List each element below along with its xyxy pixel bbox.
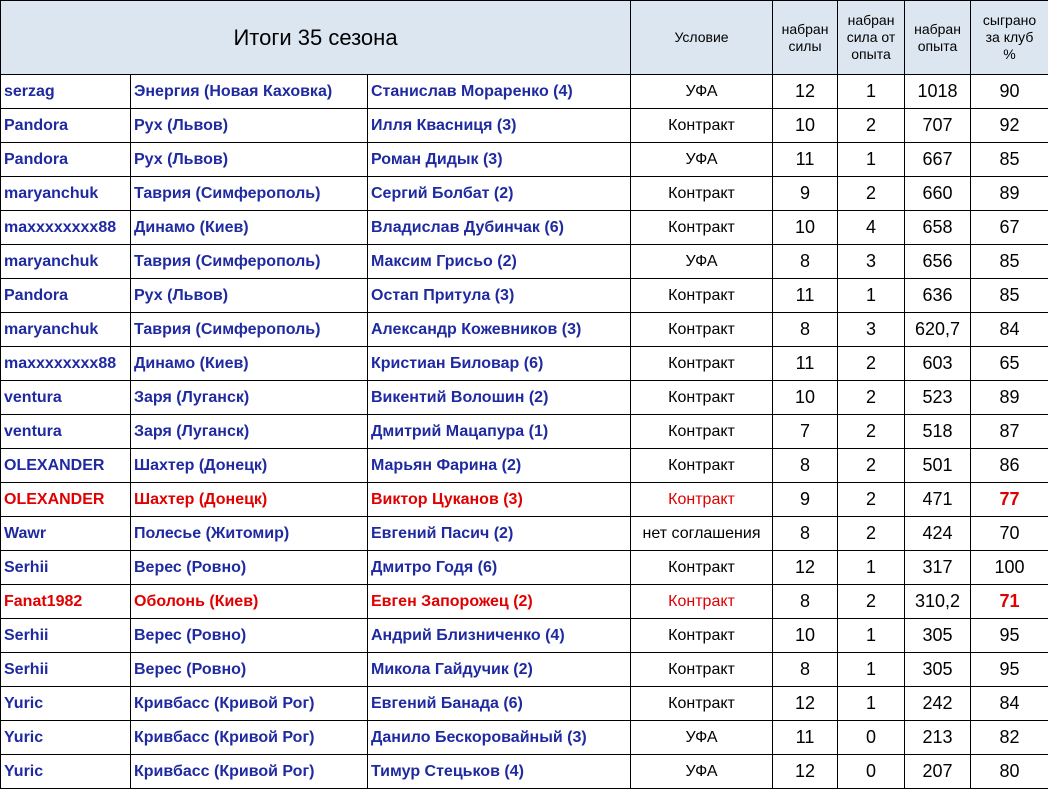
- table-title: Итоги 35 сезона: [1, 1, 631, 75]
- player-cell: Сергий Болбат (2): [368, 177, 631, 211]
- experience-cell: 656: [905, 245, 971, 279]
- strength-cell: 9: [773, 483, 838, 517]
- played-cell: 71: [971, 585, 1048, 619]
- condition-cell: Контракт: [631, 551, 773, 585]
- strength-cell: 9: [773, 177, 838, 211]
- club-cell: Динамо (Киев): [131, 347, 368, 381]
- club-cell: Заря (Луганск): [131, 415, 368, 449]
- club-cell: Динамо (Киев): [131, 211, 368, 245]
- club-cell: Кривбасс (Кривой Рог): [131, 721, 368, 755]
- strength-cell: 12: [773, 755, 838, 789]
- table-row: [1, 551, 1048, 585]
- player-cell: Микола Гайдучик (2): [368, 653, 631, 687]
- table-row: [1, 619, 1048, 653]
- strength-exp-cell: 1: [838, 75, 905, 109]
- table-body: [1, 75, 1048, 789]
- club-cell: Кривбасс (Кривой Рог): [131, 687, 368, 721]
- experience-cell: 305: [905, 653, 971, 687]
- table-row: [1, 755, 1048, 789]
- condition-cell: Контракт: [631, 585, 773, 619]
- player-cell: Дмитро Годя (6): [368, 551, 631, 585]
- strength-cell: 8: [773, 313, 838, 347]
- strength-exp-cell: 2: [838, 347, 905, 381]
- header-row: [1, 1, 1048, 75]
- experience-cell: 523: [905, 381, 971, 415]
- experience-cell: 317: [905, 551, 971, 585]
- strength-exp-cell: 1: [838, 653, 905, 687]
- strength-cell: 8: [773, 449, 838, 483]
- player-cell: Максим Грисьо (2): [368, 245, 631, 279]
- strength-exp-cell: 4: [838, 211, 905, 245]
- player-cell: Илля Квасниця (3): [368, 109, 631, 143]
- table-row: [1, 653, 1048, 687]
- played-cell: 84: [971, 687, 1048, 721]
- manager-cell: Yuric: [1, 755, 131, 789]
- header-condition: Условие: [631, 1, 773, 75]
- condition-cell: Контракт: [631, 279, 773, 313]
- condition-cell: Контракт: [631, 313, 773, 347]
- played-cell: 80: [971, 755, 1048, 789]
- strength-exp-cell: 3: [838, 245, 905, 279]
- player-cell: Викентий Волошин (2): [368, 381, 631, 415]
- manager-cell: Pandora: [1, 109, 131, 143]
- played-cell: 84: [971, 313, 1048, 347]
- experience-cell: 471: [905, 483, 971, 517]
- player-cell: Евген Запорожец (2): [368, 585, 631, 619]
- player-cell: Данило Бескоровайный (3): [368, 721, 631, 755]
- experience-cell: 518: [905, 415, 971, 449]
- strength-cell: 10: [773, 619, 838, 653]
- played-cell: 92: [971, 109, 1048, 143]
- table-row: [1, 347, 1048, 381]
- condition-cell: Контракт: [631, 211, 773, 245]
- player-cell: Остап Притула (3): [368, 279, 631, 313]
- manager-cell: maryanchuk: [1, 177, 131, 211]
- manager-cell: Serhii: [1, 551, 131, 585]
- strength-cell: 8: [773, 517, 838, 551]
- condition-cell: УФА: [631, 143, 773, 177]
- played-cell: 86: [971, 449, 1048, 483]
- strength-cell: 10: [773, 211, 838, 245]
- club-cell: Энергия (Новая Каховка): [131, 75, 368, 109]
- player-cell: Андрий Близниченко (4): [368, 619, 631, 653]
- strength-exp-cell: 2: [838, 483, 905, 517]
- header-strength: набран силы: [773, 1, 838, 75]
- condition-cell: нет соглашения: [631, 517, 773, 551]
- manager-cell: Fanat1982: [1, 585, 131, 619]
- condition-cell: УФА: [631, 75, 773, 109]
- condition-cell: Контракт: [631, 347, 773, 381]
- manager-cell: OLEXANDER: [1, 449, 131, 483]
- strength-exp-cell: 1: [838, 551, 905, 585]
- experience-cell: 1018: [905, 75, 971, 109]
- experience-cell: 603: [905, 347, 971, 381]
- table-row: [1, 109, 1048, 143]
- club-cell: Верес (Ровно): [131, 551, 368, 585]
- played-cell: 85: [971, 279, 1048, 313]
- strength-cell: 11: [773, 721, 838, 755]
- manager-cell: ventura: [1, 415, 131, 449]
- club-cell: Рух (Львов): [131, 143, 368, 177]
- experience-cell: 242: [905, 687, 971, 721]
- table-row: [1, 177, 1048, 211]
- strength-exp-cell: 2: [838, 177, 905, 211]
- table-row: [1, 143, 1048, 177]
- condition-cell: УФА: [631, 755, 773, 789]
- club-cell: Шахтер (Донецк): [131, 449, 368, 483]
- condition-cell: Контракт: [631, 109, 773, 143]
- player-cell: Кристиан Биловар (6): [368, 347, 631, 381]
- experience-cell: 667: [905, 143, 971, 177]
- strength-cell: 8: [773, 653, 838, 687]
- player-cell: Александр Кожевников (3): [368, 313, 631, 347]
- player-cell: Дмитрий Мацапура (1): [368, 415, 631, 449]
- condition-cell: Контракт: [631, 449, 773, 483]
- manager-cell: Wawr: [1, 517, 131, 551]
- club-cell: Таврия (Симферополь): [131, 177, 368, 211]
- manager-cell: Pandora: [1, 279, 131, 313]
- table-row: [1, 75, 1048, 109]
- played-cell: 89: [971, 177, 1048, 211]
- condition-cell: УФА: [631, 721, 773, 755]
- manager-cell: Yuric: [1, 687, 131, 721]
- played-cell: 87: [971, 415, 1048, 449]
- condition-cell: Контракт: [631, 687, 773, 721]
- table-row: [1, 517, 1048, 551]
- club-cell: Шахтер (Донецк): [131, 483, 368, 517]
- played-cell: 95: [971, 653, 1048, 687]
- club-cell: Заря (Луганск): [131, 381, 368, 415]
- strength-exp-cell: 1: [838, 279, 905, 313]
- club-cell: Рух (Львов): [131, 109, 368, 143]
- table-row: [1, 381, 1048, 415]
- experience-cell: 660: [905, 177, 971, 211]
- club-cell: Верес (Ровно): [131, 653, 368, 687]
- manager-cell: maryanchuk: [1, 245, 131, 279]
- played-cell: 82: [971, 721, 1048, 755]
- strength-exp-cell: 1: [838, 143, 905, 177]
- experience-cell: 707: [905, 109, 971, 143]
- player-cell: Роман Дидык (3): [368, 143, 631, 177]
- experience-cell: 620,7: [905, 313, 971, 347]
- manager-cell: Pandora: [1, 143, 131, 177]
- strength-exp-cell: 2: [838, 449, 905, 483]
- table-row: [1, 279, 1048, 313]
- table-row: [1, 415, 1048, 449]
- strength-exp-cell: 1: [838, 619, 905, 653]
- strength-cell: 11: [773, 347, 838, 381]
- played-cell: 95: [971, 619, 1048, 653]
- club-cell: Рух (Львов): [131, 279, 368, 313]
- table-row: [1, 585, 1048, 619]
- experience-cell: 501: [905, 449, 971, 483]
- strength-exp-cell: 2: [838, 585, 905, 619]
- condition-cell: Контракт: [631, 483, 773, 517]
- manager-cell: ventura: [1, 381, 131, 415]
- table-row: [1, 721, 1048, 755]
- strength-cell: 12: [773, 687, 838, 721]
- player-cell: Станислав Мораренко (4): [368, 75, 631, 109]
- table-row: [1, 211, 1048, 245]
- strength-cell: 8: [773, 585, 838, 619]
- manager-cell: maryanchuk: [1, 313, 131, 347]
- player-cell: Владислав Дубинчак (6): [368, 211, 631, 245]
- played-cell: 77: [971, 483, 1048, 517]
- strength-cell: 12: [773, 551, 838, 585]
- club-cell: Таврия (Симферополь): [131, 313, 368, 347]
- manager-cell: Serhii: [1, 619, 131, 653]
- strength-exp-cell: 3: [838, 313, 905, 347]
- played-cell: 65: [971, 347, 1048, 381]
- strength-exp-cell: 0: [838, 755, 905, 789]
- experience-cell: 424: [905, 517, 971, 551]
- experience-cell: 305: [905, 619, 971, 653]
- club-cell: Таврия (Симферополь): [131, 245, 368, 279]
- condition-cell: Контракт: [631, 381, 773, 415]
- club-cell: Кривбасс (Кривой Рог): [131, 755, 368, 789]
- played-cell: 100: [971, 551, 1048, 585]
- played-cell: 70: [971, 517, 1048, 551]
- club-cell: Полесье (Житомир): [131, 517, 368, 551]
- played-cell: 85: [971, 143, 1048, 177]
- table-row: [1, 313, 1048, 347]
- strength-exp-cell: 2: [838, 517, 905, 551]
- strength-exp-cell: 0: [838, 721, 905, 755]
- strength-cell: 11: [773, 279, 838, 313]
- experience-cell: 213: [905, 721, 971, 755]
- experience-cell: 658: [905, 211, 971, 245]
- condition-cell: УФА: [631, 245, 773, 279]
- player-cell: Виктор Цуканов (3): [368, 483, 631, 517]
- club-cell: Верес (Ровно): [131, 619, 368, 653]
- manager-cell: serzag: [1, 75, 131, 109]
- strength-cell: 10: [773, 381, 838, 415]
- played-cell: 89: [971, 381, 1048, 415]
- played-cell: 85: [971, 245, 1048, 279]
- strength-cell: 7: [773, 415, 838, 449]
- player-cell: Марьян Фарина (2): [368, 449, 631, 483]
- player-cell: Тимур Стецьков (4): [368, 755, 631, 789]
- strength-cell: 12: [773, 75, 838, 109]
- strength-exp-cell: 2: [838, 109, 905, 143]
- condition-cell: Контракт: [631, 177, 773, 211]
- manager-cell: maxxxxxxxx88: [1, 347, 131, 381]
- club-cell: Оболонь (Киев): [131, 585, 368, 619]
- strength-cell: 11: [773, 143, 838, 177]
- manager-cell: Serhii: [1, 653, 131, 687]
- header-played: сыграно за клуб %: [971, 1, 1048, 75]
- table-row: [1, 483, 1048, 517]
- player-cell: Евгений Банада (6): [368, 687, 631, 721]
- condition-cell: Контракт: [631, 415, 773, 449]
- played-cell: 90: [971, 75, 1048, 109]
- experience-cell: 310,2: [905, 585, 971, 619]
- manager-cell: OLEXANDER: [1, 483, 131, 517]
- strength-exp-cell: 2: [838, 381, 905, 415]
- header-strength-exp: набран сила от опыта: [838, 1, 905, 75]
- experience-cell: 636: [905, 279, 971, 313]
- table-row: [1, 687, 1048, 721]
- strength-cell: 10: [773, 109, 838, 143]
- player-cell: Евгений Пасич (2): [368, 517, 631, 551]
- table-row: [1, 449, 1048, 483]
- manager-cell: maxxxxxxxx88: [1, 211, 131, 245]
- strength-exp-cell: 1: [838, 687, 905, 721]
- strength-cell: 8: [773, 245, 838, 279]
- condition-cell: Контракт: [631, 653, 773, 687]
- table-row: [1, 245, 1048, 279]
- condition-cell: Контракт: [631, 619, 773, 653]
- header-experience: набран опыта: [905, 1, 971, 75]
- experience-cell: 207: [905, 755, 971, 789]
- manager-cell: Yuric: [1, 721, 131, 755]
- strength-exp-cell: 2: [838, 415, 905, 449]
- played-cell: 67: [971, 211, 1048, 245]
